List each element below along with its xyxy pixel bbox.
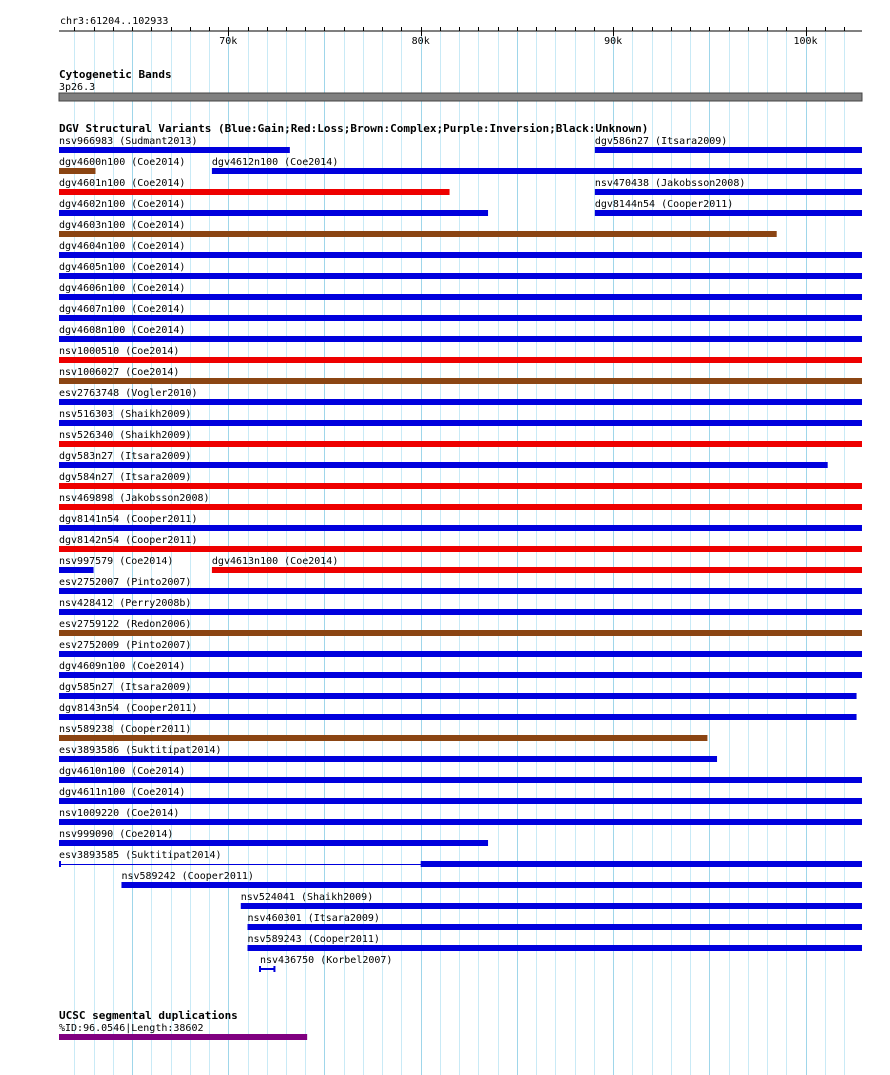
sv-feature[interactable] bbox=[59, 850, 862, 867]
sv-feature-bar[interactable] bbox=[59, 672, 862, 678]
sv-feature-label: esv2752007 (Pinto2007) bbox=[59, 577, 192, 588]
sv-feature[interactable] bbox=[59, 808, 862, 825]
sv-feature-label: dgv4607n100 (Coe2014) bbox=[59, 304, 186, 315]
sv-feature-bar[interactable] bbox=[59, 294, 862, 300]
sv-feature-bar[interactable] bbox=[595, 210, 862, 216]
sv-feature[interactable] bbox=[59, 262, 862, 279]
sv-feature-label: nsv589238 (Cooper2011) bbox=[59, 724, 192, 735]
sv-feature[interactable] bbox=[59, 703, 857, 720]
sv-feature[interactable] bbox=[59, 346, 862, 363]
cytoband-track-title: Cytogenetic Bands bbox=[59, 68, 172, 81]
sv-feature-bar[interactable] bbox=[59, 378, 862, 384]
sv-feature-bar[interactable] bbox=[59, 189, 450, 195]
sv-feature-label: nsv1000510 (Coe2014) bbox=[59, 346, 180, 357]
sv-feature[interactable] bbox=[59, 157, 185, 174]
dgv-track-title: DGV Structural Variants (Blue:Gain;Red:Loss;Brown:Complex;Purple:Inversion;Black:Unknown) bbox=[59, 122, 649, 135]
sv-feature-bar[interactable] bbox=[59, 777, 862, 783]
sv-feature[interactable] bbox=[595, 199, 862, 216]
sv-feature-label: dgv4605n100 (Coe2014) bbox=[59, 262, 186, 273]
sv-feature[interactable] bbox=[59, 430, 862, 447]
sv-feature-label: dgv586n27 (Itsara2009) bbox=[594, 136, 728, 147]
sv-feature[interactable] bbox=[59, 325, 862, 342]
sv-feature-label: nsv524041 (Shaikh2009) bbox=[240, 892, 374, 903]
sv-feature[interactable] bbox=[59, 829, 488, 846]
segdup-feature-label: %ID:96.0546|Length:38602 bbox=[59, 1023, 204, 1034]
sv-feature-label: dgv584n27 (Itsara2009) bbox=[59, 472, 192, 483]
sv-feature[interactable] bbox=[248, 913, 862, 930]
sv-feature[interactable] bbox=[59, 241, 862, 258]
sv-feature-label: dgv4610n100 (Coe2014) bbox=[59, 766, 186, 777]
sv-feature-label: dgv583n27 (Itsara2009) bbox=[59, 451, 192, 462]
sv-feature-bar[interactable] bbox=[59, 756, 717, 762]
sv-feature[interactable] bbox=[59, 136, 290, 153]
sv-feature[interactable] bbox=[59, 682, 857, 699]
sv-feature-label: nsv999090 (Coe2014) bbox=[59, 829, 174, 840]
sv-feature[interactable] bbox=[59, 745, 717, 762]
sv-feature[interactable] bbox=[59, 304, 862, 321]
sv-feature[interactable] bbox=[59, 451, 828, 468]
sv-feature-bar[interactable] bbox=[248, 924, 862, 930]
sv-feature-label: dgv8142n54 (Cooper2011) bbox=[59, 535, 198, 546]
sv-feature-bar[interactable] bbox=[59, 735, 707, 741]
sv-feature[interactable] bbox=[260, 955, 392, 972]
sv-feature-label: nsv470438 (Jakobsson2008) bbox=[594, 178, 746, 189]
sv-feature-bar[interactable] bbox=[212, 567, 862, 573]
sv-feature-label: nsv516303 (Shaikh2009) bbox=[59, 409, 192, 420]
sv-feature-bar[interactable] bbox=[241, 903, 862, 909]
sv-feature-label: nsv589242 (Cooper2011) bbox=[121, 871, 254, 882]
sv-feature-label: dgv8143n54 (Cooper2011) bbox=[59, 703, 198, 714]
sv-feature-label: nsv1009220 (Coe2014) bbox=[59, 808, 180, 819]
sv-feature[interactable] bbox=[59, 388, 862, 405]
sv-feature-bar[interactable] bbox=[59, 147, 290, 153]
sv-feature-label: dgv585n27 (Itsara2009) bbox=[59, 682, 192, 693]
cytoband-track[interactable] bbox=[59, 68, 862, 101]
ruler-tick-label: 100k bbox=[793, 36, 818, 47]
sv-feature[interactable] bbox=[59, 409, 862, 426]
cytoband-bar[interactable] bbox=[59, 93, 862, 101]
sv-feature-bar[interactable] bbox=[59, 840, 488, 846]
sv-feature[interactable] bbox=[59, 640, 862, 657]
sv-feature-label: dgv4602n100 (Coe2014) bbox=[59, 199, 186, 210]
segdup-feature-bar[interactable] bbox=[59, 1034, 307, 1040]
sv-feature[interactable] bbox=[59, 178, 450, 195]
sv-feature-bar[interactable] bbox=[248, 945, 862, 951]
sv-feature-bar[interactable] bbox=[59, 252, 862, 258]
segdup-track bbox=[59, 1009, 307, 1040]
sv-feature-bar[interactable] bbox=[59, 861, 61, 867]
region-label: chr3:61204..102933 bbox=[60, 16, 169, 27]
sv-feature-bar[interactable] bbox=[59, 420, 862, 426]
cytoband-label: 3p26.3 bbox=[59, 82, 96, 93]
sv-feature-bar[interactable] bbox=[59, 168, 95, 174]
ruler-tick-label: 80k bbox=[411, 36, 430, 47]
sv-feature[interactable] bbox=[59, 577, 862, 594]
sv-feature-label: esv2763748 (Vogler2010) bbox=[59, 388, 198, 399]
sv-feature-label: dgv4609n100 (Coe2014) bbox=[59, 661, 186, 672]
sv-feature-label: dgv4600n100 (Coe2014) bbox=[59, 157, 186, 168]
sv-feature[interactable] bbox=[59, 367, 862, 384]
sv-feature[interactable] bbox=[59, 220, 777, 237]
sv-feature-bar[interactable] bbox=[212, 168, 862, 174]
sv-feature-label: dgv4606n100 (Coe2014) bbox=[59, 283, 186, 294]
segdup-track-title: UCSC segmental duplications bbox=[59, 1009, 238, 1022]
sv-feature[interactable] bbox=[59, 199, 488, 216]
sv-feature[interactable] bbox=[59, 661, 862, 678]
sv-feature[interactable] bbox=[59, 787, 862, 804]
sv-feature-label: esv3893585 (Suktitipat2014) bbox=[59, 850, 222, 861]
sv-feature-label: dgv8141n54 (Cooper2011) bbox=[59, 514, 198, 525]
sv-feature-label: dgv4613n100 (Coe2014) bbox=[211, 556, 339, 567]
sv-feature-label: nsv966983 (Sudmant2013) bbox=[59, 136, 198, 147]
dgv-feature-list bbox=[59, 136, 862, 972]
sv-feature-label: nsv469898 (Jakobsson2008) bbox=[59, 493, 210, 504]
sv-feature-label: dgv4601n100 (Coe2014) bbox=[59, 178, 186, 189]
sv-feature-bar[interactable] bbox=[59, 798, 862, 804]
sv-feature-bar[interactable] bbox=[59, 315, 862, 321]
sv-feature[interactable] bbox=[59, 598, 862, 615]
sv-feature-bar[interactable] bbox=[121, 882, 862, 888]
sv-feature-label: nsv460301 (Itsara2009) bbox=[247, 913, 380, 924]
sv-feature-label: dgv4603n100 (Coe2014) bbox=[59, 220, 186, 231]
sv-feature[interactable] bbox=[59, 535, 862, 552]
sv-feature-label: dgv4604n100 (Coe2014) bbox=[59, 241, 186, 252]
sv-feature-bar[interactable] bbox=[59, 336, 862, 342]
sv-feature-bar[interactable] bbox=[59, 567, 94, 573]
sv-feature[interactable] bbox=[59, 514, 862, 531]
sv-feature-label: nsv428412 (Perry2008b) bbox=[59, 598, 192, 609]
sv-feature-bar[interactable] bbox=[59, 273, 862, 279]
sv-feature-bar[interactable] bbox=[59, 462, 828, 468]
sv-feature-label: dgv4611n100 (Coe2014) bbox=[59, 787, 186, 798]
sv-feature-label: esv2752009 (Pinto2007) bbox=[59, 640, 192, 651]
sv-feature[interactable] bbox=[595, 178, 862, 195]
sv-feature[interactable] bbox=[59, 472, 862, 489]
sv-feature-bar[interactable] bbox=[595, 189, 862, 195]
sv-feature-label: dgv4608n100 (Coe2014) bbox=[59, 325, 186, 336]
sv-feature-bar[interactable] bbox=[595, 147, 862, 153]
sv-feature-bar[interactable] bbox=[59, 483, 862, 489]
sv-feature-bar[interactable] bbox=[421, 861, 862, 867]
sv-feature-label: nsv589243 (Cooper2011) bbox=[247, 934, 380, 945]
sv-feature-bar[interactable] bbox=[59, 231, 777, 237]
sv-feature[interactable] bbox=[59, 556, 173, 573]
sv-feature-bar[interactable] bbox=[59, 357, 862, 363]
ruler-tick-label: 70k bbox=[219, 36, 238, 47]
sv-feature-bar[interactable] bbox=[59, 693, 857, 699]
sv-feature-label: nsv997579 (Coe2014) bbox=[59, 556, 174, 567]
sv-feature-bar[interactable] bbox=[59, 399, 862, 405]
sv-feature-bar[interactable] bbox=[59, 441, 862, 447]
sv-feature[interactable] bbox=[59, 619, 862, 636]
sv-feature-bar[interactable] bbox=[59, 609, 862, 615]
sv-feature-label: esv3893586 (Suktitipat2014) bbox=[59, 745, 222, 756]
sv-feature-bar[interactable] bbox=[59, 651, 862, 657]
sv-feature-label: nsv1006027 (Coe2014) bbox=[59, 367, 180, 378]
sv-feature-bar[interactable] bbox=[59, 630, 862, 636]
sv-feature[interactable] bbox=[121, 871, 862, 888]
sv-feature[interactable] bbox=[59, 766, 862, 783]
sv-feature-label: esv2759122 (Redon2006) bbox=[59, 619, 192, 630]
dgv-track bbox=[59, 122, 862, 972]
sv-feature[interactable] bbox=[59, 283, 862, 300]
sv-feature-bar[interactable] bbox=[59, 819, 862, 825]
sv-feature-bar[interactable] bbox=[59, 525, 862, 531]
sv-feature-label: nsv526340 (Shaikh2009) bbox=[59, 430, 192, 441]
sv-feature-label: dgv4612n100 (Coe2014) bbox=[211, 157, 339, 168]
ruler-tick-label: 90k bbox=[604, 36, 623, 47]
sv-feature[interactable] bbox=[248, 934, 862, 951]
sv-feature[interactable] bbox=[241, 892, 862, 909]
sv-feature-bar[interactable] bbox=[59, 546, 862, 552]
sv-feature[interactable] bbox=[59, 493, 862, 510]
sv-feature-label: dgv8144n54 (Cooper2011) bbox=[594, 199, 734, 210]
sv-feature-bar[interactable] bbox=[59, 588, 862, 594]
sv-feature-bar[interactable] bbox=[59, 504, 862, 510]
sv-feature-bar[interactable] bbox=[59, 210, 488, 216]
sv-feature[interactable] bbox=[59, 724, 707, 741]
sv-feature-label: nsv436750 (Korbel2007) bbox=[260, 955, 393, 966]
sv-feature[interactable] bbox=[595, 136, 862, 153]
sv-feature-bar[interactable] bbox=[59, 714, 857, 720]
